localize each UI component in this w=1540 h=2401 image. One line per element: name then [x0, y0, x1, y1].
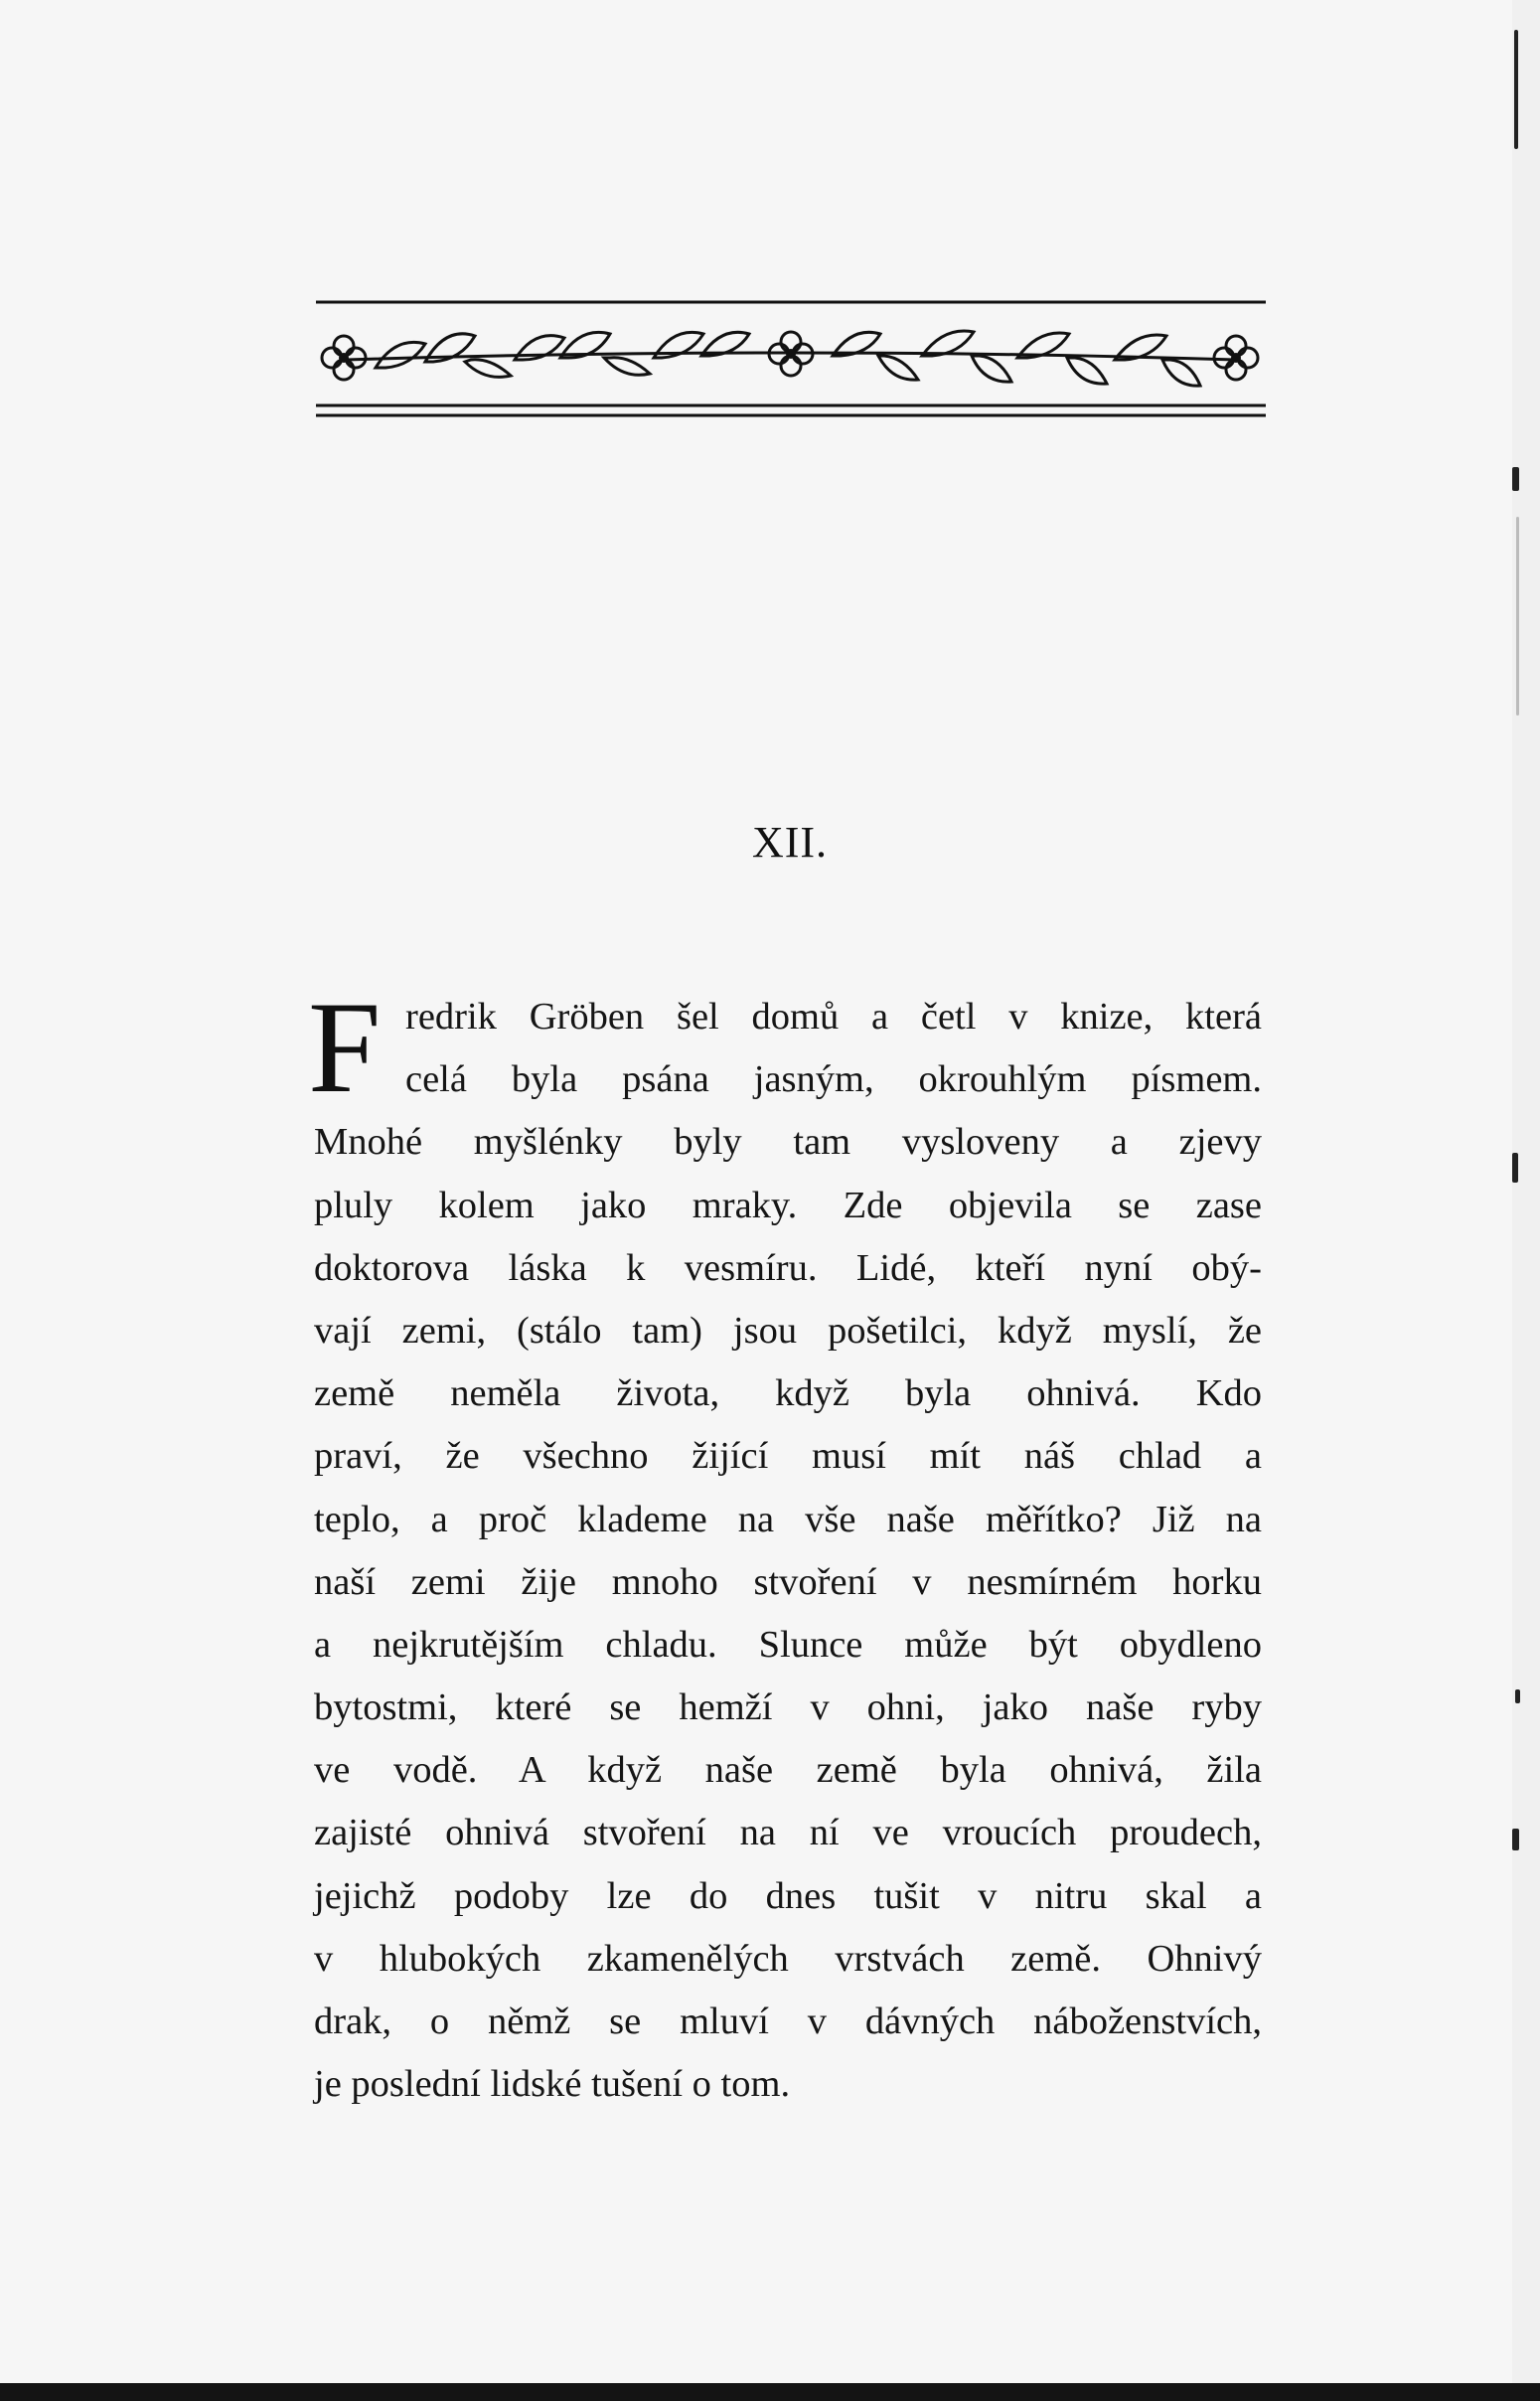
page-edge-bottom [0, 2383, 1540, 2401]
text-line: redrik Gröben šel domů a četl v knize, která [405, 996, 1262, 1038]
text-line: zajisté ohnivá stvoření na ní ve vroucích proudech, [314, 1812, 1262, 1854]
text-line: země neměla života, když byla ohnivá. Kdo [314, 1372, 1262, 1415]
edge-mark [1515, 1689, 1520, 1703]
text-line: doktorova láska k vesmíru. Lidé, kteří nyní obý- [314, 1246, 1262, 1289]
edge-mark [1516, 517, 1519, 716]
ornament-header [316, 296, 1266, 419]
flower-icon [322, 336, 366, 380]
text-line: drak, o němž se mluví v dávných náboženstvích, [314, 2001, 1262, 2042]
text-line-last: je poslední lidské tušení o tom. [314, 2063, 791, 2106]
text-line: teplo, a proč klademe na vše naše měřítko? Již na [314, 1498, 1262, 1540]
text-line: pluly kolem jako mraky. Zde objevila se zase [314, 1184, 1262, 1226]
page-edge-right [1512, 0, 1540, 2401]
text-line: Mnohé myšlénky byly tam vysloveny a zjevy [314, 1121, 1262, 1164]
chapter-heading: XII. [751, 818, 829, 867]
text-line: celá byla psána jasným, okrouhlým písmem. [405, 1058, 1262, 1101]
flower-icon-right [1214, 336, 1258, 380]
body-text [308, 974, 1262, 2116]
text-line: vají zemi, (stálo tam) jsou pošetilci, když myslí, že [314, 1309, 1262, 1352]
text-line: naší zemi žije mnoho stvoření v nesmírném horku [314, 1560, 1262, 1603]
text-line: jejichž podoby lze do dnes tušit v nitru skal a [314, 1874, 1262, 1917]
text-line: ve vodě. A když naše země byla ohnivá, žila [314, 1749, 1262, 1792]
drop-cap: F [308, 974, 382, 1120]
text-line: praví, že všechno žijící musí mít náš chlad a [314, 1435, 1262, 1478]
edge-mark [1512, 1829, 1519, 1850]
text-line: bytostmi, které se hemží v ohni, jako naše ryby [314, 1686, 1262, 1729]
text-line: a nejkrutějším chladu. Slunce může být obydleno [314, 1623, 1262, 1666]
leaf-icons-left [376, 332, 749, 377]
text-line: v hlubokých zkamenělých vrstvách země. Ohnivý [314, 1937, 1262, 1980]
edge-mark [1512, 1153, 1518, 1183]
edge-mark [1514, 30, 1518, 149]
edge-mark [1512, 467, 1519, 491]
